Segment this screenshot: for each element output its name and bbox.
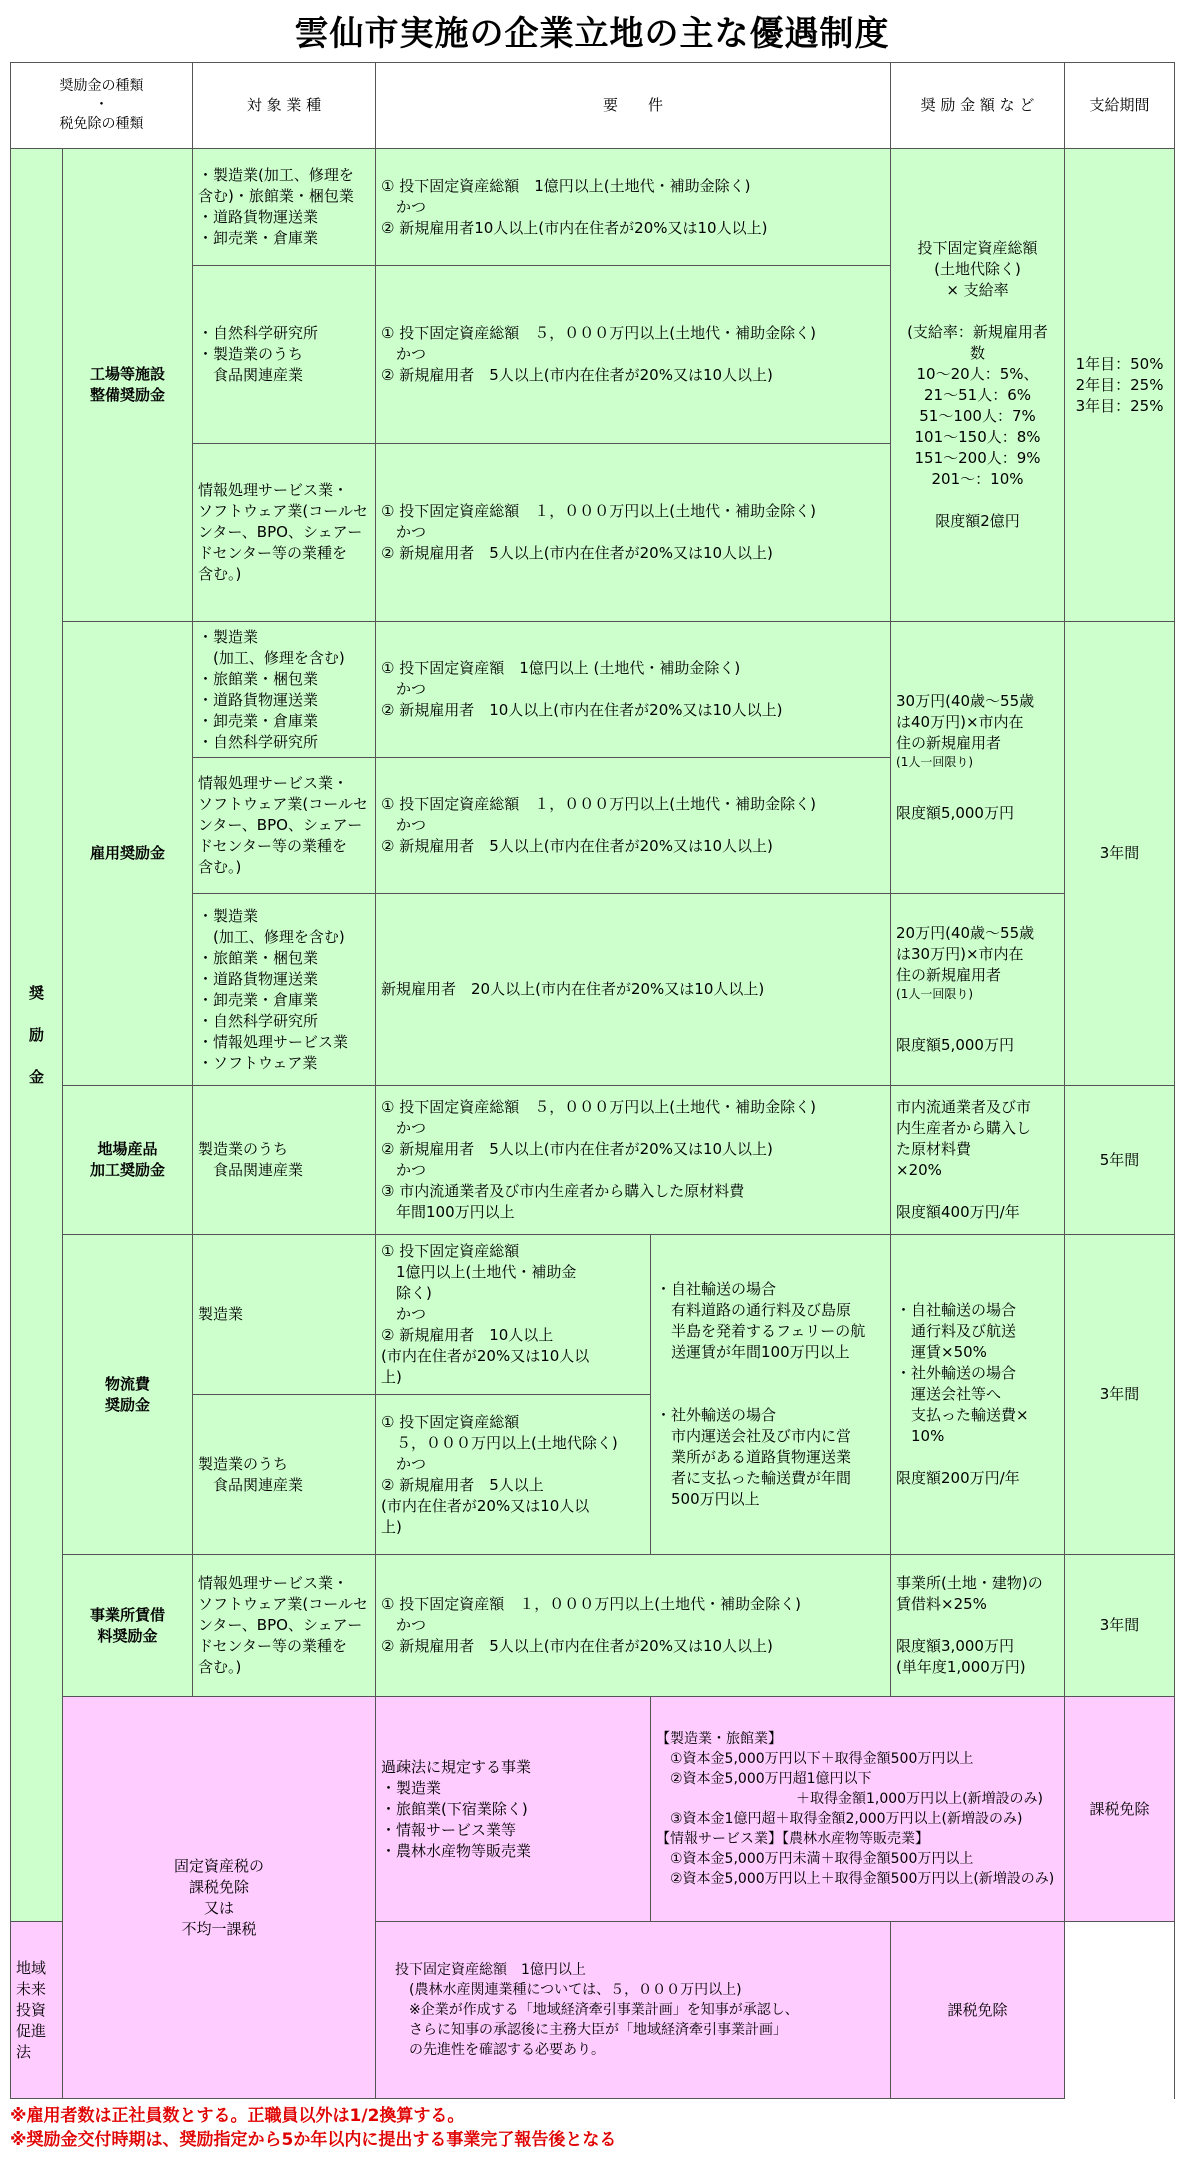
jimusho-name: 事業所賃借 料奨励金 [63, 1555, 193, 1697]
kojo-name: 工場等施設 整備奨励金 [63, 149, 193, 622]
butsuryu-industry-2: 製造業のうち 食品関連産業 [193, 1395, 376, 1555]
tax-amount-1: 課税免除 [1065, 1697, 1175, 1922]
footnote-1: ※雇用者数は正社員数とする。正職員以外は1/2換算する。 [10, 2106, 465, 2126]
butsuryu-req-2: ① 投下固定資産総額 ５，０００万円以上(土地代除く) かつ ② 新規雇用者 5人以上 (市内在住者が20%又は10人以 上) [376, 1395, 651, 1555]
jimusho-amount: 事業所(土地・建物)の 賃借料×25% 限度額3,000万円 (単年度1,000万円) [891, 1555, 1065, 1697]
koyo-period: 3年間 [1065, 622, 1175, 1086]
jimusho-req: ① 投下固定資産額 １，０００万円以上(土地代・補助金除く) かつ ② 新規雇用者 5人以上(市内在住者が20%又は10人以上) [376, 1555, 891, 1697]
koyo-amount-2 [891, 894, 1065, 1086]
tax-req-2: 投下固定資産総額 1億円以上 (農林水産関連業種については、５，０００万円以上) ※企業が作成する「地域経済牽引事業計画」を知事が承認し、 さらに知事の承認後に主務大臣が「地域経済牽引事業計画」 の先進性を確認する必要あり。 [376, 1922, 891, 2099]
butsuryu-name: 物流費 奨励金 [63, 1235, 193, 1555]
kojo-industry-1: ・製造業(加工、修理を 含む)・旅館業・梱包業 ・道路貨物運送業 ・卸売業・倉庫業 [193, 149, 376, 266]
butsuryu-amount: ・自社輸送の場合 通行料及び航送 運賃×50% ・社外輸送の場合 運送会社等へ 支払った輸送費× 10% 限度額200万円/年 [891, 1235, 1065, 1555]
koyo-amount-1 [891, 622, 1065, 894]
jimusho-period: 3年間 [1065, 1555, 1175, 1697]
incentive-table [10, 62, 1175, 2099]
jiba-name: 地場産品 加工奨励金 [63, 1086, 193, 1235]
footnotes [10, 2104, 1174, 2152]
kojo-industry-2: ・自然科学研究所 ・製造業のうち 食品関連産業 [193, 266, 376, 444]
tax-name: 固定資産税の 課税免除 又は 不均一課税 [63, 1697, 376, 2099]
jiba-amount: 市内流通業者及び市 内生産者から購入し た原材料費 ×20% 限度額400万円/年 [891, 1086, 1065, 1235]
header-period: 支給期間 [1065, 63, 1175, 149]
jiba-industry: 製造業のうち 食品関連産業 [193, 1086, 376, 1235]
koyo-amount-1-limit: 限度額5,000万円 [896, 804, 1014, 822]
jiba-period: 5年間 [1065, 1086, 1175, 1235]
koyo-amount-1-text: 30万円(40歳～55歳 は40万円)×市内在 住の新規雇用者 [896, 692, 1035, 752]
tax-industry-2: 地域未来投資促進法 [11, 1922, 63, 2099]
butsuryu-req-1: ① 投下固定資産総額 1億円以上(土地代・補助金 除く) かつ ② 新規雇用者 10人以上 (市内在住者が20%又は10人以 上) [376, 1235, 651, 1395]
jimusho-industry: 情報処理サービス業・ ソフトウェア業(コールセ ンター、BPO、シェアー ドセンター等の業種を 含む。) [193, 1555, 376, 1697]
kojo-period: 1年目：50% 2年目：25% 3年目：25% [1065, 149, 1175, 622]
koyo-amount-2-limit: 限度額5,000万円 [896, 1036, 1014, 1054]
kojo-amount: 投下固定資産総額 (土地代除く) × 支給率 (支給率：新規雇用者 数 10～20人：5%、 21～51人：6% 51～100人：7% 101～150人：8% 151～200人：9% 201～：10% 限度額2億円 [891, 149, 1065, 622]
footnote-2: ※奨励金交付時期は、奨励指定から5か年以内に提出する事業完了報告後となる [10, 2130, 617, 2150]
kojo-industry-3: 情報処理サービス業・ ソフトウェア業(コールセ ンター、BPO、シェアー ドセンター等の業種を 含む。) [193, 444, 376, 622]
butsuryu-industry-1: 製造業 [193, 1235, 376, 1395]
butsuryu-period: 3年間 [1065, 1235, 1175, 1555]
header-type: 奨励金の種類 ・ 税免除の種類 [11, 63, 193, 149]
kojo-req-2: ① 投下固定資産総額 ５，０００万円以上(土地代・補助金除く) かつ ② 新規雇用者 5人以上(市内在住者が20%又は10人以上) [376, 266, 891, 444]
koyo-amount-2-text: 20万円(40歳～55歳 は30万円)×市内在 住の新規雇用者 [896, 924, 1035, 984]
kojo-req-1: ① 投下固定資産総額 1億円以上(土地代・補助金除く) かつ ② 新規雇用者10人以上(市内在住者が20%又は10人以上) [376, 149, 891, 266]
header-amount: 奨 励 金 額 な ど [891, 63, 1065, 149]
kojo-req-3: ① 投下固定資産総額 １，０００万円以上(土地代・補助金除く) かつ ② 新規雇用者 5人以上(市内在住者が20%又は10人以上) [376, 444, 891, 622]
koyo-name: 雇用奨励金 [63, 622, 193, 1086]
tax-amount-2: 課税免除 [891, 1922, 1065, 2099]
page-title: 雲仙市実施の企業立地の主な優遇制度 [294, 14, 890, 54]
koyo-req-3: 新規雇用者 20人以上(市内在住者が20%又は10人以上) [376, 894, 891, 1086]
koyo-industry-2: 情報処理サービス業・ ソフトウェア業(コールセ ンター、BPO、シェアー ドセンター等の業種を 含む。) [193, 758, 376, 894]
tax-req-1: 【製造業・旅館業】 ①資本金5,000万円以下＋取得金額500万円以上 ②資本金5,000万円超1億円以下 ＋取得金額1,000万円以上(新増設のみ) ③資本金1億円超＋取得金額2,000万円以上(新増設のみ) 【情報サービス業】【農林水産物等販売業】 ①資本金5,000万円未満＋取得金額500万円以上 ②資本金5,000万円以上＋取得金額500万円以上(新増設のみ) [651, 1697, 1065, 1922]
butsuryu-transport: ・自社輸送の場合 有料道路の通行料及び島原 半島を発着するフェリーの航 送運賃が年間100万円以上 ・社外輸送の場合 市内運送会社及び市内に営 業所がある道路貨物運送業 者に支払った輸送費が年間 500万円以上 [651, 1235, 891, 1555]
koyo-req-1: ① 投下固定資産額 1億円以上 (土地代・補助金除く) かつ ② 新規雇用者 10人以上(市内在住者が20%又は10人以上) [376, 622, 891, 758]
koyo-industry-3: ・製造業 (加工、修理を含む) ・旅館業・梱包業 ・道路貨物運送業 ・卸売業・倉庫業 ・自然科学研究所 ・情報処理サービス業 ・ソフトウェア業 [193, 894, 376, 1086]
koyo-amount-1-note: (1人一回限り) [896, 755, 974, 769]
shoreikin-label: 奨 励 金 [11, 149, 63, 1922]
header-requirements: 要 件 [376, 63, 891, 149]
header-industry: 対 象 業 種 [193, 63, 376, 149]
koyo-req-2: ① 投下固定資産総額 １，０００万円以上(土地代・補助金除く) かつ ② 新規雇用者 5人以上(市内在住者が20%又は10人以上) [376, 758, 891, 894]
koyo-industry-1: ・製造業 (加工、修理を含む) ・旅館業・梱包業 ・道路貨物運送業 ・卸売業・倉庫業 ・自然科学研究所 [193, 622, 376, 758]
jiba-req: ① 投下固定資産総額 ５，０００万円以上(土地代・補助金除く) かつ ② 新規雇用者 5人以上(市内在住者が20%又は10人以上) かつ ③ 市内流通業者及び市内生産者から購入した原材料費 年間100万円以上 [376, 1086, 891, 1235]
koyo-amount-2-note: (1人一回限り) [896, 987, 974, 1001]
tax-industry-1: 過疎法に規定する事業 ・製造業 ・旅館業(下宿業除く) ・情報サービス業等 ・農林水産物等販売業 [376, 1697, 651, 1922]
